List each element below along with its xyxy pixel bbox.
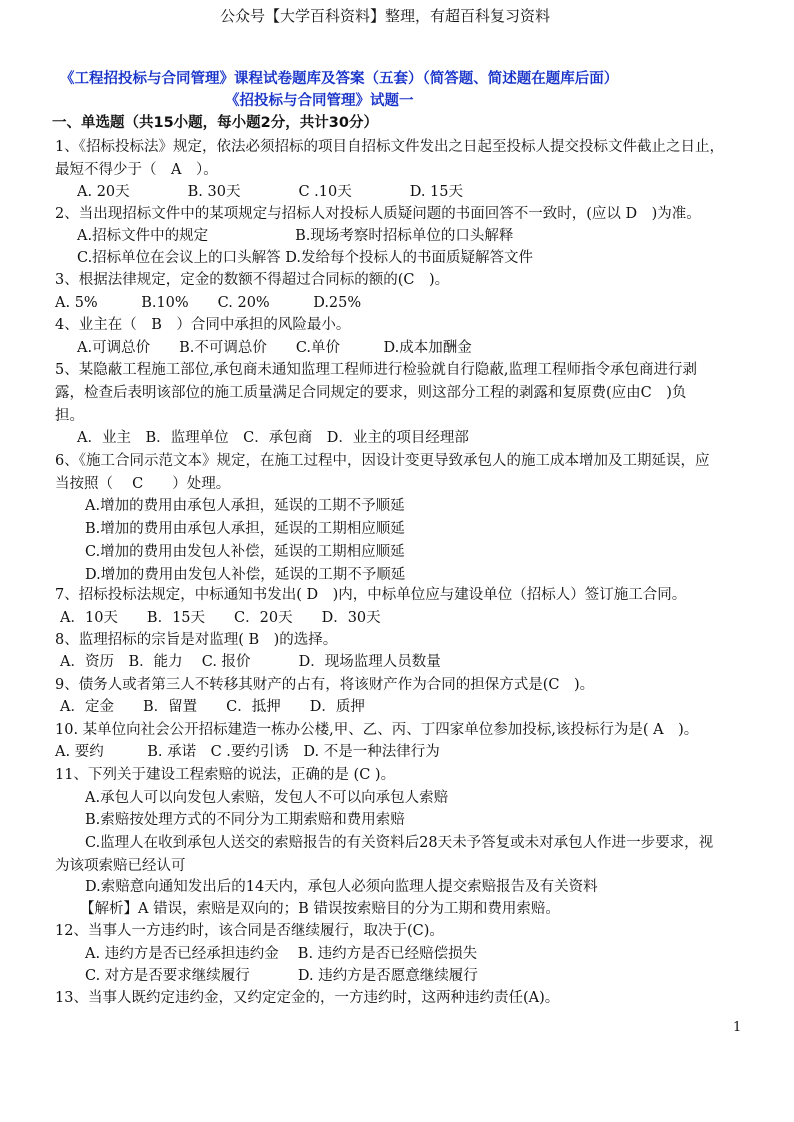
document-line: 为该项索赔已经认可: [55, 858, 186, 874]
document-line: 13、当事人既约定违约金，又约定定金的，一方违约时，这两种违约责任(A)。: [55, 990, 560, 1006]
document-line: D.索赔意向通知发出后的14天内，承包人必须向监理人提交索赔报告及有关资料: [85, 879, 598, 895]
document-line: C.增加的费用由发包人补偿，延误的工期相应顺延: [85, 544, 405, 560]
document-line: 10. 某单位向社会公开招标建造一栋办公楼,甲、乙、丙、丁四家单位参加投标,该投标行为是( A )。: [55, 722, 699, 738]
document-line: B.索赔按处理方式的不同分为工期索赔和费用索赔: [85, 812, 405, 828]
document-line: D.增加的费用由发包人补偿，延误的工期不予顺延: [85, 567, 406, 583]
document-line: C.监理人在收到承包人送交的索赔报告的有关资料后28天未予答复或未对承包人作进一步要求，视: [85, 835, 714, 851]
document-line: 12、当事人一方违约时，该合同是否继续履行，取决于(C)。: [55, 923, 444, 939]
document-line: 7、招标投标法规定，中标通知书发出( D )内，中标单位应与建设单位（招标人）签订施工合同。: [55, 587, 687, 603]
document-line: A.增加的费用由承包人承担，延误的工期不予顺延: [85, 498, 405, 514]
document-line: 最短不得少于（ A ）。: [55, 162, 218, 178]
section-heading: 一、单选题（共15小题，每小题2分，共计30分）: [52, 115, 378, 131]
document-line: A. 5% B.10% C. 20% D.25%: [55, 295, 362, 311]
document-line: A．定金 B．留置 C．抵押 D．质押: [60, 699, 365, 715]
document-line: 露，检查后表明该部位的施工质量满足合同规定的要求，则这部分工程的剥露和复原费(应由C )负: [55, 385, 687, 401]
document-line: 【解析】A 错误，索赔是双向的；B 错误按索赔目的分为工期和费用索赔。: [80, 901, 560, 917]
document-line: A.可调总价 B.不可调总价 C.单价 D.成本加酬金: [77, 340, 472, 356]
exam-subtitle: 《招投标与合同管理》试题一: [225, 93, 414, 109]
document-line: A. 20天 B. 30天 C .10天 D. 15天: [77, 184, 464, 200]
document-line: 4、业主在（ B ）合同中承担的风险最小。: [55, 317, 351, 333]
document-line: 3、根据法律规定，定金的数额不得超过合同标的额的(C )。: [55, 272, 450, 288]
page-header: 公众号【大学百科资料】整理，有超百科复习资料: [220, 7, 551, 25]
document-line: 2、当出现招标文件中的某项规定与招标人对投标人质疑问题的书面回答不一致时，(应以 D )为准。: [55, 206, 701, 222]
document-line: A.招标文件中的规定 B.现场考察时招标单位的口头解释: [77, 228, 514, 244]
document-title: 《工程招投标与合同管理》课程试卷题库及答案（五套）（简答题、简述题在题库后面）: [60, 71, 619, 87]
document-line: A. 违约方是否已经承担违约金 B. 违约方是否已经赔偿损失: [85, 946, 478, 962]
document-line: B.增加的费用由承包人承担，延误的工期相应顺延: [85, 521, 405, 537]
document-line: 6、《施工合同示范文本》规定，在施工过程中，因设计变更导致承包人的施工成本增加及工期延误，应: [55, 453, 710, 469]
document-line: 8、监理招标的宗旨是对监理( B )的选择。: [55, 632, 338, 648]
document-line: 当按照（ C ）处理。: [55, 476, 231, 492]
document-line: 1、《招标投标法》规定，依法必须招标的项目自招标文件发出之日起至投标人提交投标文件截止之日止，: [55, 139, 724, 155]
document-line: A．业主 B．监理单位 C．承包商 D．业主的项目经理部: [77, 430, 469, 446]
document-line: A．10天 B．15天 C．20天 D．30天: [60, 610, 381, 626]
document-line: A. 要约 B. 承诺 C .要约引诱 D. 不是一种法律行为: [55, 744, 440, 760]
document-line: C. 对方是否要求继续履行 D. 违约方是否愿意继续履行: [85, 968, 478, 984]
page-number: 1: [733, 1020, 742, 1035]
document-line: A．资历 B．能力 C. 报价 D．现场监理人员数量: [60, 654, 441, 670]
document-line: A.承包人可以向发包人索赔，发包人不可以向承包人索赔: [85, 790, 449, 806]
document-line: 9、债务人或者第三人不转移其财产的占有，将该财产作为合同的担保方式是(C )。: [55, 677, 595, 693]
document-line: C.招标单位在会议上的口头解答 D.发给每个投标人的书面质疑解答文件: [77, 250, 534, 266]
document-line: 担。: [55, 408, 84, 424]
document-line: 5、某隐蔽工程施工部位,承包商未通知监理工程师进行检验就自行隐蔽,监理工程师指令承包商进行剥: [55, 362, 697, 378]
document-line: 11、下列关于建设工程索赔的说法，正确的是 (C )。: [55, 767, 396, 783]
